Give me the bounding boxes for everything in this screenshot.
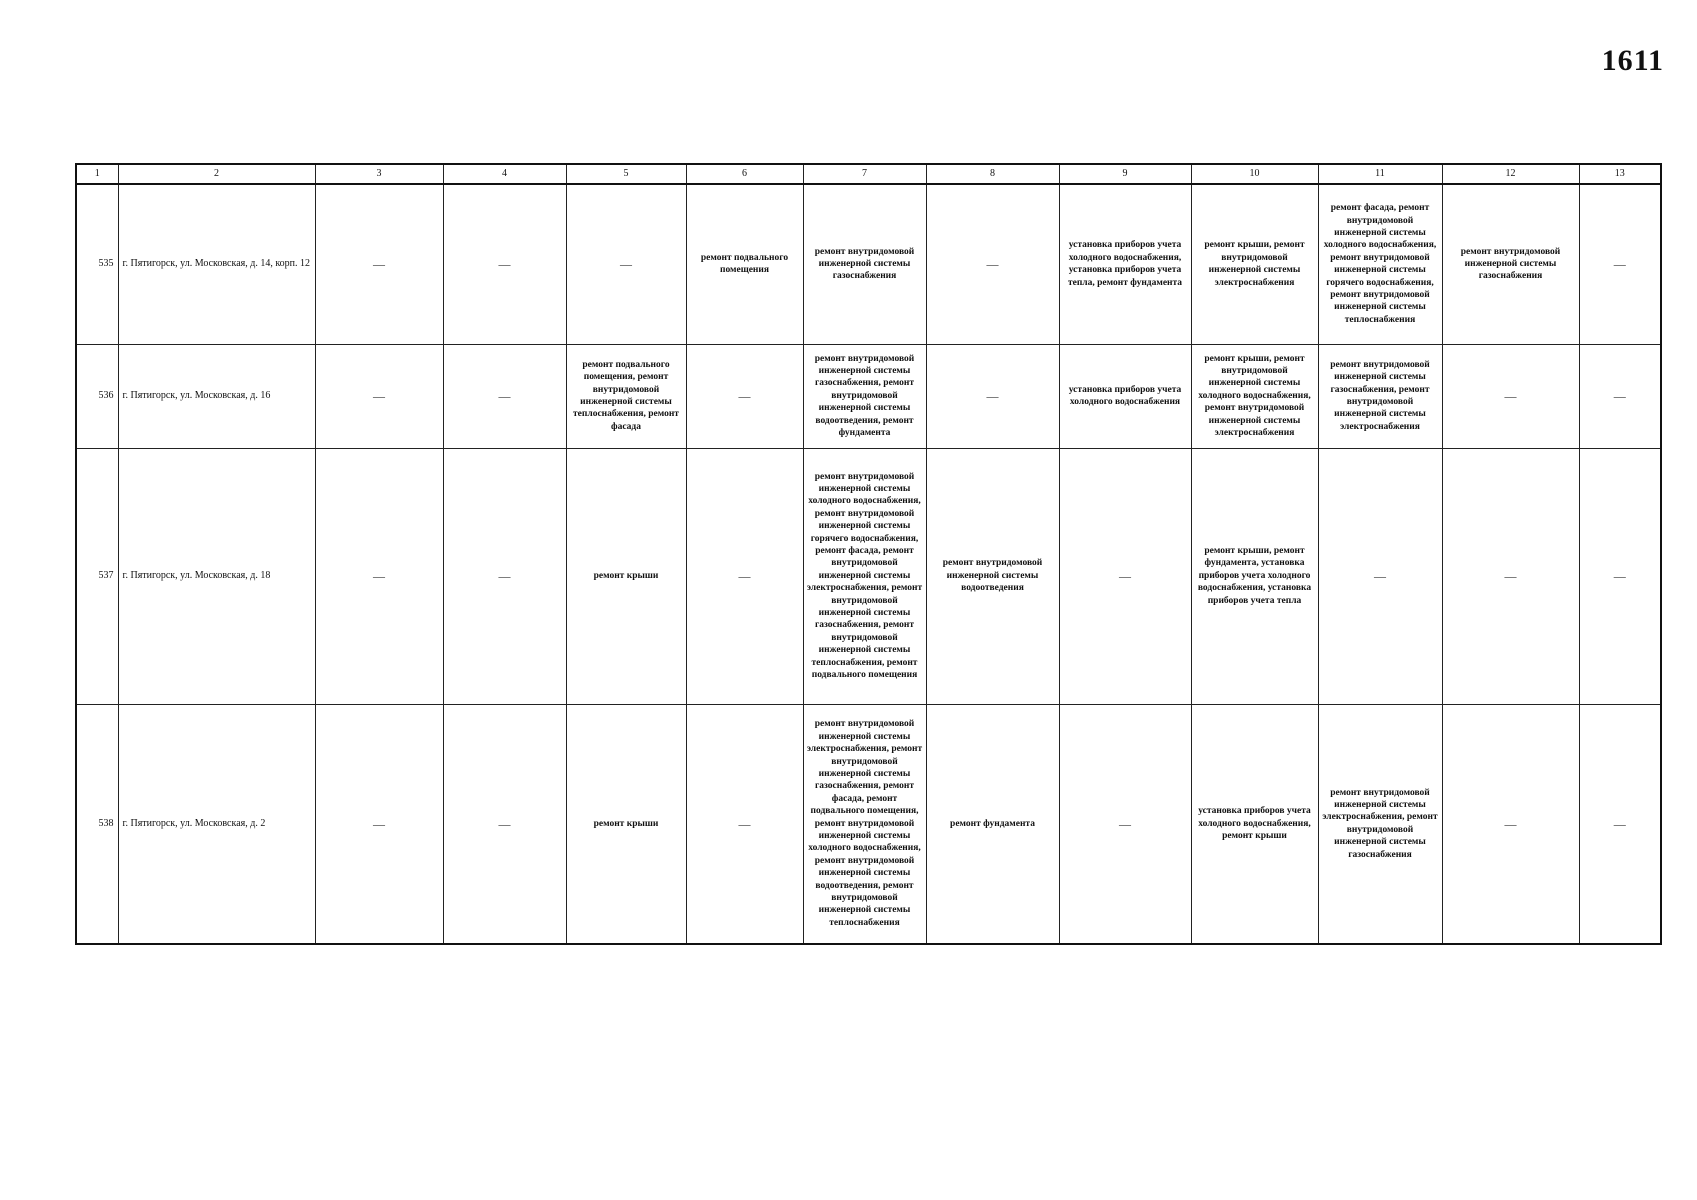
table-cell: установка приборов учета холодного водоснабжения [1059,344,1191,448]
table-cell: ремонт внутридомовой инженерной системы газоснабжения, ремонт внутридомовой инженерной системы водоотведения, ремонт фундамента [803,344,926,448]
table-cell: — [1579,448,1661,704]
table-row [76,448,1661,704]
column-header: 6 [686,164,803,184]
table-cell: ремонт подвального помещения, ремонт внутридомовой инженерной системы теплоснабжения, ремонт фасада [566,344,686,448]
table-row [76,344,1661,448]
row-number: 537 [76,448,118,704]
table-cell: ремонт фундамента [926,704,1059,944]
table-cell: ремонт крыши, ремонт фундамента, установка приборов учета холодного водоснабжения, установка приборов учета тепла [1191,448,1318,704]
table-row [76,184,1661,344]
table-cell: ремонт внутридомовой инженерной системы водоотведения [926,448,1059,704]
table-cell: — [1579,344,1661,448]
column-header: 1 [76,164,118,184]
table-cell: — [1442,704,1579,944]
column-header: 4 [443,164,566,184]
table-cell: ремонт фасада, ремонт внутридомовой инженерной системы холодного водоснабжения, ремонт внутридомовой инженерной системы горячего водоснабжения, ремонт внутридомовой инженерной системы теплоснабжения [1318,184,1442,344]
table-cell: — [315,448,443,704]
table-cell: — [315,184,443,344]
table-cell: — [1059,704,1191,944]
table-cell: ремонт внутридомовой инженерной системы электроснабжения, ремонт внутридомовой инженерной системы газоснабжения [1318,704,1442,944]
table-cell: установка приборов учета холодного водоснабжения, установка приборов учета тепла, ремонт фундамента [1059,184,1191,344]
table-cell: — [926,344,1059,448]
table-cell: — [1059,448,1191,704]
column-header: 7 [803,164,926,184]
column-header: 12 [1442,164,1579,184]
table-cell: ремонт внутридомовой инженерной системы газоснабжения [1442,184,1579,344]
column-header: 8 [926,164,1059,184]
table-cell: — [566,184,686,344]
table-cell: ремонт внутридомовой инженерной системы электроснабжения, ремонт внутридомовой инженерной системы газоснабжения, ремонт фасада, ремонт подвального помещения, ремонт внутридомовой инженерной системы холодного водоснабжения, ремонт внутридомовой инженерной системы водоотведения, ремонт внутридомовой инженерной системы теплоснабжения [803,704,926,944]
table-cell: — [1318,448,1442,704]
table-cell: — [1442,344,1579,448]
table-cell: ремонт крыши [566,448,686,704]
table-cell: — [926,184,1059,344]
table-cell: — [443,344,566,448]
table-cell: — [686,704,803,944]
table-cell: — [686,344,803,448]
table-cell: ремонт внутридомовой инженерной системы газоснабжения, ремонт внутридомовой инженерной системы электроснабжения [1318,344,1442,448]
table-cell: — [443,184,566,344]
header-row [76,164,1661,184]
address-cell: г. Пятигорск, ул. Московская, д. 14, корп. 12 [118,184,315,344]
table-row [76,704,1661,944]
table-cell: ремонт внутридомовой инженерной системы холодного водоснабжения, ремонт внутридомовой инженерной системы горячего водоснабжения, ремонт фасада, ремонт внутридомовой инженерной системы электроснабжения, ремонт внутридомовой инженерной системы газоснабжения, ремонт внутридомовой инженерной системы теплоснабжения, ремонт подвального помещения [803,448,926,704]
table-cell: установка приборов учета холодного водоснабжения, ремонт крыши [1191,704,1318,944]
table-cell: ремонт внутридомовой инженерной системы газоснабжения [803,184,926,344]
column-header: 10 [1191,164,1318,184]
repair-schedule-table [75,163,1662,945]
address-cell: г. Пятигорск, ул. Московская, д. 18 [118,448,315,704]
page-number: 1611 [1601,44,1664,77]
address-cell: г. Пятигорск, ул. Московская, д. 16 [118,344,315,448]
table-cell: — [443,448,566,704]
table-cell: — [1579,184,1661,344]
row-number: 536 [76,344,118,448]
column-header: 11 [1318,164,1442,184]
table-cell: ремонт крыши, ремонт внутридомовой инженерной системы электроснабжения [1191,184,1318,344]
row-number: 535 [76,184,118,344]
column-header: 13 [1579,164,1661,184]
table-cell: — [1442,448,1579,704]
table-cell: ремонт крыши [566,704,686,944]
column-header: 3 [315,164,443,184]
table-cell: — [315,704,443,944]
table-cell: — [1579,704,1661,944]
column-header: 9 [1059,164,1191,184]
table-cell: ремонт крыши, ремонт внутридомовой инженерной системы холодного водоснабжения, ремонт внутридомовой инженерной системы электроснабжения [1191,344,1318,448]
address-cell: г. Пятигорск, ул. Московская, д. 2 [118,704,315,944]
column-header: 2 [118,164,315,184]
row-number: 538 [76,704,118,944]
column-header: 5 [566,164,686,184]
table-cell: — [686,448,803,704]
table-cell: ремонт подвального помещения [686,184,803,344]
table-cell: — [315,344,443,448]
table-cell: — [443,704,566,944]
